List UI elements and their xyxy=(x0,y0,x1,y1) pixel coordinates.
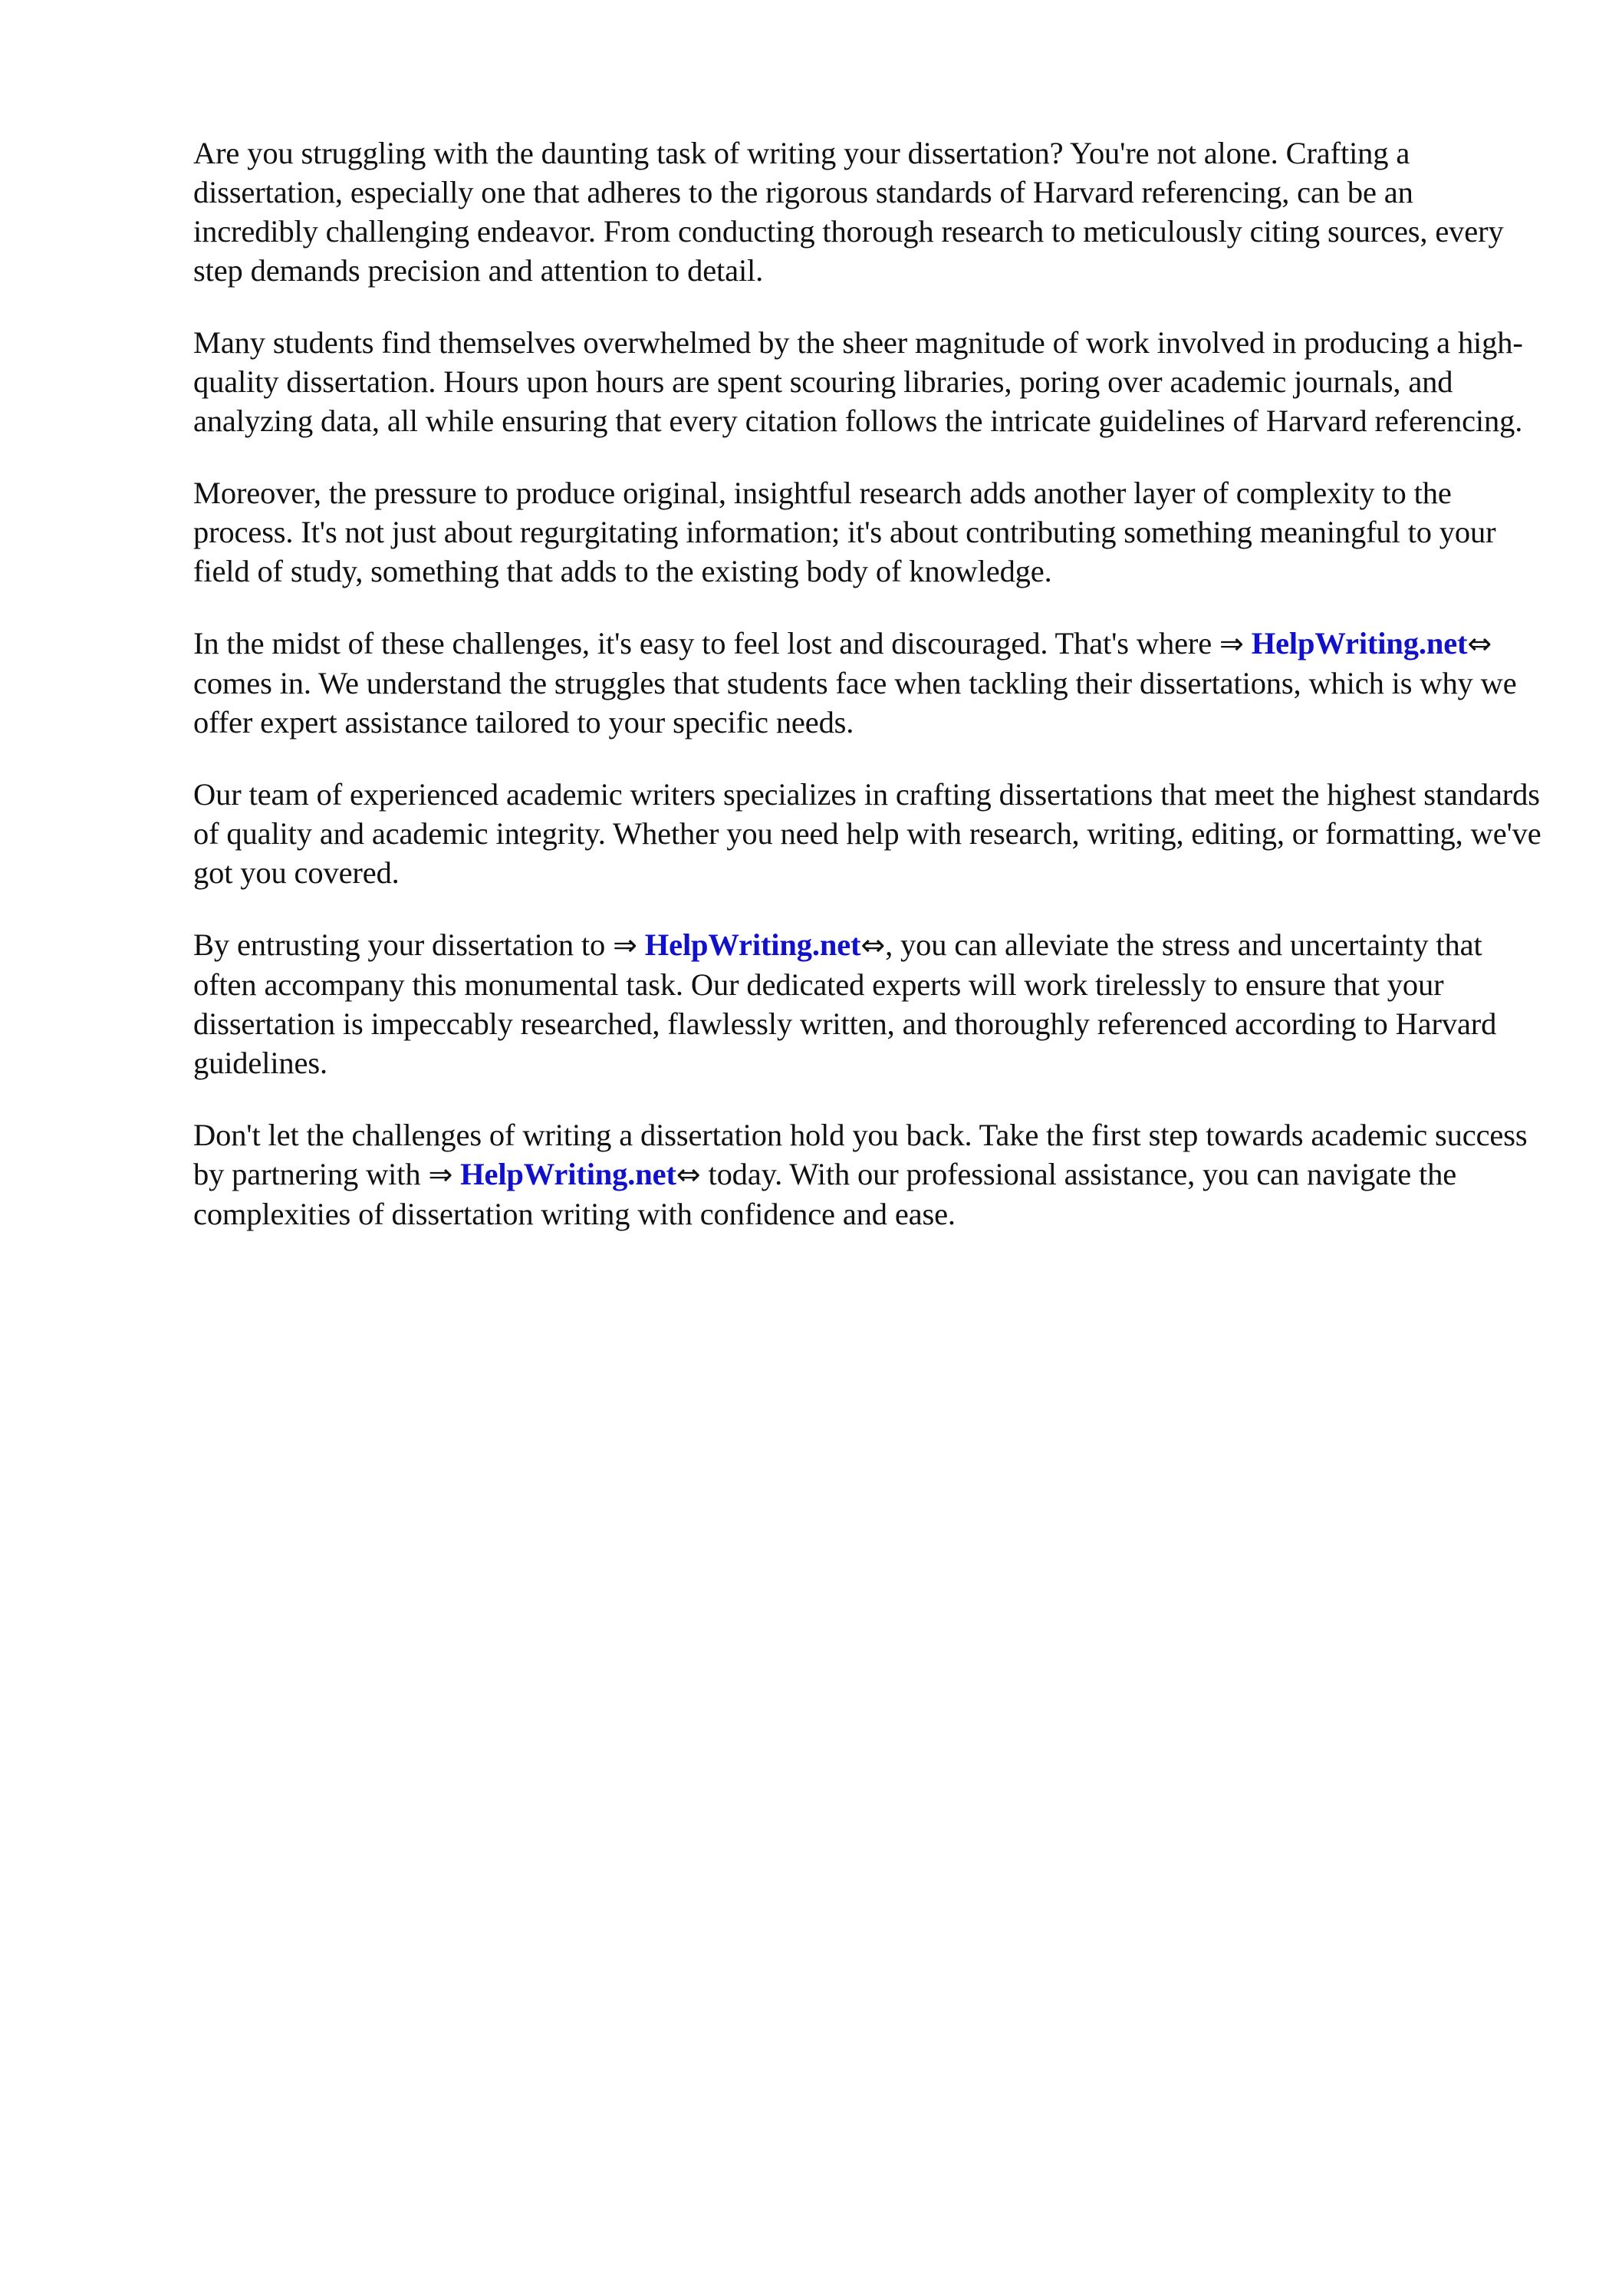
paragraph-intro xyxy=(193,133,1543,290)
paragraph-text: By entrusting your dissertation to xyxy=(193,927,614,962)
paragraph-text: In the midst of these challenges, it's easy to feel lost and discouraged. That's where xyxy=(193,626,1220,660)
paragraph-text: Our team of experienced academic writers specializes in crafting dissertations that meet the highest standards of quality and academic integrity. Whether you need help with research, writing, editing, or formatting, we've got you covered. xyxy=(193,777,1541,890)
paragraph-entrusting xyxy=(193,925,1543,1082)
paragraph-team xyxy=(193,775,1543,892)
helpwriting-link[interactable]: HelpWriting.net xyxy=(1251,626,1468,660)
paragraph-text: Are you struggling with the daunting task of writing your dissertation? You're not alone. Crafting a dissertation, especially one that adheres to the rigorous standards of Harvard referencing, can be an incredibly challenging endeavor. From conducting thorough research to meticulously citing sources, every step demands precision and attention to detail. xyxy=(193,136,1504,288)
helpwriting-link[interactable]: HelpWriting.net xyxy=(460,1157,676,1191)
paragraph-text: Don't let the challenges of writing a dissertation hold you back. Take the first step towards academic success by partnering with xyxy=(193,1118,1528,1191)
paragraph-text: Many students find themselves overwhelmed by the sheer magnitude of work involved in producing a high-quality dissertation. Hours upon hours are spent scouring libraries, poring over academic journals, and analyzing data, all while ensuring that every citation follows the intricate guidelines of Harvard referencing. xyxy=(193,325,1523,438)
left-right-double-arrow-icon: ⇔ xyxy=(676,1158,701,1191)
paragraph-overwhelmed xyxy=(193,323,1543,440)
paragraph-text: comes in. We understand the struggles that students face when tackling their dissertations, which is why we offer expert assistance tailored to your specific needs. xyxy=(193,666,1517,740)
paragraph-text: Moreover, the pressure to produce original, insightful research adds another layer of complexity to the process. It's not just about regurgitating information; it's about contributing something meaningful to your field of study, something that adds to the existing body of knowledge. xyxy=(193,476,1496,588)
right-double-arrow-icon: ⇒ xyxy=(1219,627,1244,660)
left-right-double-arrow-icon: ⇔ xyxy=(860,928,886,962)
right-double-arrow-icon: ⇒ xyxy=(428,1158,453,1191)
document-body xyxy=(193,133,1543,1267)
paragraph-pressure xyxy=(193,473,1543,591)
helpwriting-link[interactable]: HelpWriting.net xyxy=(644,927,861,962)
right-double-arrow-icon: ⇒ xyxy=(613,928,637,962)
paragraph-challenges xyxy=(193,624,1543,742)
paragraph-text: today. With our professional assistance, you can navigate the complexities of dissertation writing with confidence and ease. xyxy=(193,1157,1457,1231)
left-right-double-arrow-icon: ⇔ xyxy=(1467,627,1492,660)
paragraph-text: , you can alleviate the stress and uncertainty that often accompany this monumental task. Our dedicated experts will work tirelessly to ensure that your dissertation is impeccably researched, flawlessly written, and thoroughly referenced according to Harvard guidelines. xyxy=(193,927,1497,1080)
paragraph-closing xyxy=(193,1115,1543,1234)
